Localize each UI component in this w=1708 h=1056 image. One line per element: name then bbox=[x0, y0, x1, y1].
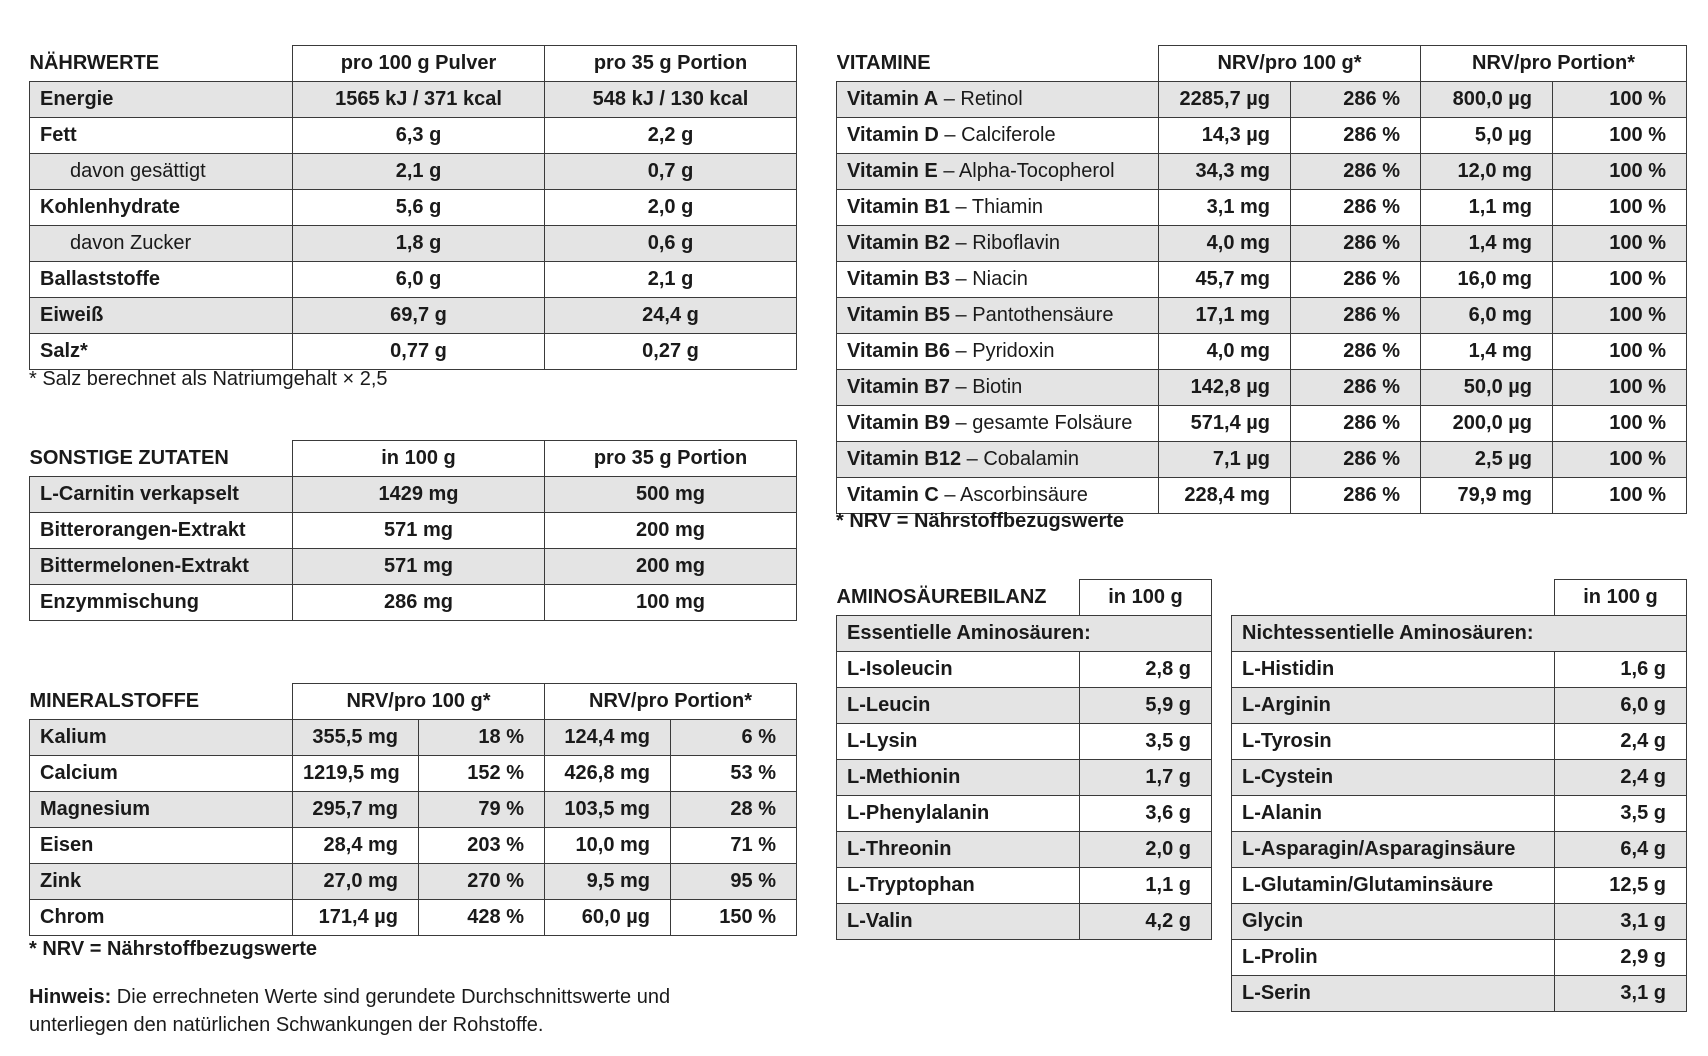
vitamin-name: Vitamin B12 bbox=[847, 448, 962, 470]
row-label bbox=[837, 442, 1159, 478]
table-row bbox=[30, 864, 797, 900]
row-label: L-Carnitin verkapselt bbox=[30, 477, 293, 513]
mineralstoffe-footnote: * NRV = Nährstoffbezugswerte bbox=[29, 938, 318, 960]
row-value: 10,0 mg bbox=[545, 828, 671, 864]
row-value: 800,0 µg bbox=[1421, 82, 1553, 118]
table-row bbox=[837, 868, 1212, 904]
vitamin-desc: – Thiamin bbox=[950, 196, 1044, 218]
table-row bbox=[837, 442, 1687, 478]
row-value: 100 % bbox=[1553, 118, 1687, 154]
table-row bbox=[837, 688, 1212, 724]
row-label bbox=[837, 334, 1159, 370]
vitamin-name: Vitamin C bbox=[847, 484, 939, 506]
row-label: Glycin bbox=[1232, 904, 1555, 940]
table-row bbox=[30, 585, 797, 621]
vitamin-desc: – Pyridoxin bbox=[950, 340, 1055, 362]
row-value: 17,1 mg bbox=[1159, 298, 1291, 334]
row-value: 286 % bbox=[1291, 298, 1421, 334]
vitamin-desc: – Riboflavin bbox=[950, 232, 1061, 254]
row-value: 69,7 g bbox=[293, 298, 545, 334]
row-label: L-Tyrosin bbox=[1232, 724, 1555, 760]
vitamin-desc: – Retinol bbox=[938, 88, 1023, 110]
row-value: 12,5 g bbox=[1555, 868, 1687, 904]
row-value: 24,4 g bbox=[545, 298, 797, 334]
row-value: 1,1 g bbox=[1080, 868, 1212, 904]
table-row bbox=[30, 190, 797, 226]
row-value: 2,4 g bbox=[1555, 724, 1687, 760]
naehrwerte-col1-header: pro 100 g Pulver bbox=[293, 46, 545, 82]
vitamin-desc: – Ascorbinsäure bbox=[938, 484, 1088, 506]
row-value: 171,4 µg bbox=[293, 900, 419, 936]
row-label bbox=[837, 406, 1159, 442]
vitamin-name: Vitamin B5 bbox=[847, 304, 950, 326]
sonstige-col1-header: in 100 g bbox=[293, 441, 545, 477]
row-value: 286 % bbox=[1291, 478, 1421, 514]
row-value: 286 % bbox=[1291, 118, 1421, 154]
row-label: Energie bbox=[30, 82, 293, 118]
row-label bbox=[837, 478, 1159, 514]
row-value: 6,4 g bbox=[1555, 832, 1687, 868]
table-row bbox=[30, 756, 797, 792]
table-row bbox=[30, 900, 797, 936]
row-label: Enzymmischung bbox=[30, 585, 293, 621]
row-value: 9,5 mg bbox=[545, 864, 671, 900]
row-value: 45,7 mg bbox=[1159, 262, 1291, 298]
row-value: 100 % bbox=[1553, 262, 1687, 298]
table-row bbox=[1232, 832, 1687, 868]
row-value: 286 mg bbox=[293, 585, 545, 621]
row-label: L-Methionin bbox=[837, 760, 1080, 796]
row-label: davon Zucker bbox=[30, 226, 293, 262]
nichtessentiell-title-spacer bbox=[1232, 580, 1555, 616]
row-label: Magnesium bbox=[30, 792, 293, 828]
table-row bbox=[837, 190, 1687, 226]
row-value: 228,4 mg bbox=[1159, 478, 1291, 514]
row-value: 0,7 g bbox=[545, 154, 797, 190]
table-row bbox=[837, 370, 1687, 406]
row-label: L-Alanin bbox=[1232, 796, 1555, 832]
vitamin-name: Vitamin B6 bbox=[847, 340, 950, 362]
row-value: 6 % bbox=[671, 720, 797, 756]
row-value: 2,1 g bbox=[293, 154, 545, 190]
mineralstoffe-table bbox=[29, 683, 797, 936]
row-label: Fett bbox=[30, 118, 293, 154]
aminosaeure-title: AMINOSÄUREBILANZ bbox=[836, 585, 1047, 608]
vitamine-col2-header: NRV/pro Portion* bbox=[1421, 46, 1687, 82]
row-value: 2,5 µg bbox=[1421, 442, 1553, 478]
row-value: 100 % bbox=[1553, 406, 1687, 442]
row-value: 355,5 mg bbox=[293, 720, 419, 756]
vitamine-footnote: * NRV = Nährstoffbezugswerte bbox=[836, 510, 1125, 532]
row-value: 100 % bbox=[1553, 226, 1687, 262]
row-label bbox=[837, 190, 1159, 226]
table-row bbox=[837, 82, 1687, 118]
row-label: L-Asparagin/Asparaginsäure bbox=[1232, 832, 1555, 868]
row-value: 12,0 mg bbox=[1421, 154, 1553, 190]
vitamin-desc: – Pantothensäure bbox=[950, 304, 1114, 326]
row-label: L-Valin bbox=[837, 904, 1080, 940]
table-subheader-row bbox=[837, 616, 1212, 652]
row-value: 3,6 g bbox=[1080, 796, 1212, 832]
row-value: 2,4 g bbox=[1555, 760, 1687, 796]
vitamin-name: Vitamin B9 bbox=[847, 412, 950, 434]
row-value: 571 mg bbox=[293, 549, 545, 585]
row-label bbox=[837, 298, 1159, 334]
row-value: 200 mg bbox=[545, 513, 797, 549]
table-row bbox=[30, 118, 797, 154]
row-label: L-Phenylalanin bbox=[837, 796, 1080, 832]
row-label: Bitterorangen-Extrakt bbox=[30, 513, 293, 549]
table-row bbox=[1232, 976, 1687, 1012]
row-value: 6,0 g bbox=[1555, 688, 1687, 724]
table-row bbox=[30, 792, 797, 828]
row-value: 5,0 µg bbox=[1421, 118, 1553, 154]
vitamin-desc: – Calciferole bbox=[938, 124, 1056, 146]
vitamin-name: Vitamin B1 bbox=[847, 196, 950, 218]
row-value: 2,8 g bbox=[1080, 652, 1212, 688]
aminosaeure-essentiell-table bbox=[836, 579, 1212, 940]
table-row bbox=[1232, 688, 1687, 724]
row-value: 0,77 g bbox=[293, 334, 545, 370]
row-label: Chrom bbox=[30, 900, 293, 936]
vitamin-name: Vitamin B2 bbox=[847, 232, 950, 254]
table-row bbox=[1232, 868, 1687, 904]
row-value: 1219,5 mg bbox=[293, 756, 419, 792]
sonstige-title: SONSTIGE ZUTATEN bbox=[29, 446, 229, 469]
row-value: 6,0 g bbox=[293, 262, 545, 298]
row-value: 270 % bbox=[419, 864, 545, 900]
row-label: L-Lysin bbox=[837, 724, 1080, 760]
table-row bbox=[30, 298, 797, 334]
table-row bbox=[1232, 904, 1687, 940]
row-label: davon gesättigt bbox=[30, 154, 293, 190]
row-value: 6,0 mg bbox=[1421, 298, 1553, 334]
vitamin-name: Vitamin B3 bbox=[847, 268, 950, 290]
table-row bbox=[837, 478, 1687, 514]
row-value: 1,6 g bbox=[1555, 652, 1687, 688]
row-value: 100 % bbox=[1553, 298, 1687, 334]
row-label bbox=[837, 82, 1159, 118]
row-value: 1,7 g bbox=[1080, 760, 1212, 796]
row-value: 548 kJ / 130 kcal bbox=[545, 82, 797, 118]
row-label bbox=[837, 262, 1159, 298]
table-row bbox=[837, 652, 1212, 688]
table-row bbox=[30, 720, 797, 756]
table-row bbox=[1232, 940, 1687, 976]
row-value: 95 % bbox=[671, 864, 797, 900]
row-value: 571 mg bbox=[293, 513, 545, 549]
table-row bbox=[837, 724, 1212, 760]
row-value: 286 % bbox=[1291, 370, 1421, 406]
row-value: 28 % bbox=[671, 792, 797, 828]
row-value: 5,9 g bbox=[1080, 688, 1212, 724]
sonstige-zutaten-table bbox=[29, 440, 797, 621]
nichtessentiell-col1-header: in 100 g bbox=[1555, 580, 1687, 616]
row-value: 4,0 mg bbox=[1159, 334, 1291, 370]
vitamin-name: Vitamin D bbox=[847, 124, 939, 146]
naehrwerte-title: NÄHRWERTE bbox=[29, 51, 160, 74]
table-row bbox=[30, 226, 797, 262]
table-row bbox=[1232, 724, 1687, 760]
row-value: 100 % bbox=[1553, 334, 1687, 370]
row-label bbox=[837, 154, 1159, 190]
table-row bbox=[837, 334, 1687, 370]
table-row bbox=[837, 118, 1687, 154]
row-value: 71 % bbox=[671, 828, 797, 864]
vitamine-col1-header: NRV/pro 100 g* bbox=[1159, 46, 1421, 82]
row-value: 50,0 µg bbox=[1421, 370, 1553, 406]
row-value: 60,0 µg bbox=[545, 900, 671, 936]
row-value: 2,1 g bbox=[545, 262, 797, 298]
row-value: 100 % bbox=[1553, 190, 1687, 226]
vitamin-desc: – gesamte Folsäure bbox=[950, 412, 1133, 434]
row-value: 100 % bbox=[1553, 442, 1687, 478]
row-value: 142,8 µg bbox=[1159, 370, 1291, 406]
row-label: Eiweiß bbox=[30, 298, 293, 334]
row-label: Calcium bbox=[30, 756, 293, 792]
row-value: 4,2 g bbox=[1080, 904, 1212, 940]
table-row bbox=[30, 334, 797, 370]
row-value: 2,9 g bbox=[1555, 940, 1687, 976]
row-value: 3,1 g bbox=[1555, 976, 1687, 1012]
table-row bbox=[837, 406, 1687, 442]
row-value: 1,8 g bbox=[293, 226, 545, 262]
aminosaeure-col1-header: in 100 g bbox=[1080, 580, 1212, 616]
row-label: Bittermelonen-Extrakt bbox=[30, 549, 293, 585]
row-value: 428 % bbox=[419, 900, 545, 936]
vitamin-name: Vitamin E bbox=[847, 160, 938, 182]
row-value: 18 % bbox=[419, 720, 545, 756]
row-value: 28,4 mg bbox=[293, 828, 419, 864]
row-value: 286 % bbox=[1291, 190, 1421, 226]
mineralstoffe-col2-header: NRV/pro Portion* bbox=[545, 684, 797, 720]
row-value: 100 % bbox=[1553, 82, 1687, 118]
table-row bbox=[837, 262, 1687, 298]
row-value: 295,7 mg bbox=[293, 792, 419, 828]
table-row bbox=[837, 298, 1687, 334]
row-value: 286 % bbox=[1291, 442, 1421, 478]
row-value: 100 % bbox=[1553, 370, 1687, 406]
vitamin-name: Vitamin A bbox=[847, 88, 939, 110]
row-value: 1,1 mg bbox=[1421, 190, 1553, 226]
row-value: 6,3 g bbox=[293, 118, 545, 154]
table-row bbox=[30, 477, 797, 513]
vitamine-title: VITAMINE bbox=[836, 51, 931, 74]
table-row bbox=[837, 796, 1212, 832]
row-value: 1,4 mg bbox=[1421, 334, 1553, 370]
vitamin-desc: – Niacin bbox=[950, 268, 1028, 290]
vitamin-desc: – Cobalamin bbox=[961, 448, 1079, 470]
row-label: L-Arginin bbox=[1232, 688, 1555, 724]
row-value: 286 % bbox=[1291, 406, 1421, 442]
row-value: 571,4 µg bbox=[1159, 406, 1291, 442]
table-row bbox=[837, 904, 1212, 940]
row-label bbox=[837, 226, 1159, 262]
vitamin-name: Vitamin B7 bbox=[847, 376, 950, 398]
row-value: 3,1 mg bbox=[1159, 190, 1291, 226]
row-value: 3,1 g bbox=[1555, 904, 1687, 940]
row-value: 286 % bbox=[1291, 154, 1421, 190]
row-value: 5,6 g bbox=[293, 190, 545, 226]
row-label: Ballaststoffe bbox=[30, 262, 293, 298]
row-value: 2,0 g bbox=[545, 190, 797, 226]
table-row bbox=[30, 513, 797, 549]
row-value: 100 % bbox=[1553, 478, 1687, 514]
mineralstoffe-title: MINERALSTOFFE bbox=[29, 689, 200, 712]
row-label bbox=[837, 370, 1159, 406]
hinweis-line1: Die errechneten Werte sind gerundete Durchschnittswerte und bbox=[111, 986, 671, 1008]
row-value: 426,8 mg bbox=[545, 756, 671, 792]
row-value: 286 % bbox=[1291, 334, 1421, 370]
row-label: L-Glutamin/Glutaminsäure bbox=[1232, 868, 1555, 904]
row-value: 4,0 mg bbox=[1159, 226, 1291, 262]
row-value: 7,1 µg bbox=[1159, 442, 1291, 478]
row-value: 14,3 µg bbox=[1159, 118, 1291, 154]
row-value: 200,0 µg bbox=[1421, 406, 1553, 442]
vitamin-desc: – Biotin bbox=[950, 376, 1023, 398]
table-row bbox=[1232, 760, 1687, 796]
row-value: 286 % bbox=[1291, 82, 1421, 118]
table-row bbox=[30, 82, 797, 118]
row-label: L-Tryptophan bbox=[837, 868, 1080, 904]
row-value: 2,0 g bbox=[1080, 832, 1212, 868]
row-value: 53 % bbox=[671, 756, 797, 792]
naehrwerte-table bbox=[29, 45, 797, 370]
table-row bbox=[1232, 796, 1687, 832]
row-value: 0,6 g bbox=[545, 226, 797, 262]
nichtessentiell-subheader: Nichtessentielle Aminosäuren: bbox=[1232, 616, 1687, 652]
table-row bbox=[30, 262, 797, 298]
table-row bbox=[837, 226, 1687, 262]
row-value: 124,4 mg bbox=[545, 720, 671, 756]
row-value: 286 % bbox=[1291, 262, 1421, 298]
table-row bbox=[837, 832, 1212, 868]
aminosaeure-nichtessentiell-table bbox=[1231, 579, 1687, 1012]
row-value: 0,27 g bbox=[545, 334, 797, 370]
row-value: 1565 kJ / 371 kcal bbox=[293, 82, 545, 118]
row-value: 100 mg bbox=[545, 585, 797, 621]
row-label: Eisen bbox=[30, 828, 293, 864]
row-label: L-Leucin bbox=[837, 688, 1080, 724]
table-row bbox=[1232, 652, 1687, 688]
row-value: 1,4 mg bbox=[1421, 226, 1553, 262]
row-value: 27,0 mg bbox=[293, 864, 419, 900]
row-value: 34,3 mg bbox=[1159, 154, 1291, 190]
mineralstoffe-col1-header: NRV/pro 100 g* bbox=[293, 684, 545, 720]
row-value: 79 % bbox=[419, 792, 545, 828]
vitamine-table bbox=[836, 45, 1687, 514]
row-value: 152 % bbox=[419, 756, 545, 792]
row-label bbox=[837, 118, 1159, 154]
row-label: Salz* bbox=[30, 334, 293, 370]
row-value: 203 % bbox=[419, 828, 545, 864]
table-row bbox=[837, 760, 1212, 796]
sonstige-col2-header: pro 35 g Portion bbox=[545, 441, 797, 477]
hinweis-label: Hinweis: bbox=[29, 986, 112, 1008]
row-value: 79,9 mg bbox=[1421, 478, 1553, 514]
naehrwerte-col2-header: pro 35 g Portion bbox=[545, 46, 797, 82]
row-value: 150 % bbox=[671, 900, 797, 936]
table-row bbox=[30, 549, 797, 585]
row-value: 3,5 g bbox=[1555, 796, 1687, 832]
row-label: L-Cystein bbox=[1232, 760, 1555, 796]
row-value: 16,0 mg bbox=[1421, 262, 1553, 298]
naehrwerte-footnote: * Salz berechnet als Natriumgehalt × 2,5 bbox=[29, 368, 388, 390]
row-label: L-Threonin bbox=[837, 832, 1080, 868]
row-label: L-Prolin bbox=[1232, 940, 1555, 976]
row-label: Kohlenhydrate bbox=[30, 190, 293, 226]
row-label: Zink bbox=[30, 864, 293, 900]
row-value: 286 % bbox=[1291, 226, 1421, 262]
row-value: 100 % bbox=[1553, 154, 1687, 190]
row-value: 3,5 g bbox=[1080, 724, 1212, 760]
table-row bbox=[837, 154, 1687, 190]
table-row bbox=[30, 828, 797, 864]
row-value: 2285,7 µg bbox=[1159, 82, 1291, 118]
row-value: 200 mg bbox=[545, 549, 797, 585]
row-value: 2,2 g bbox=[545, 118, 797, 154]
hinweis-note bbox=[29, 983, 670, 1039]
row-label: L-Histidin bbox=[1232, 652, 1555, 688]
row-label: L-Serin bbox=[1232, 976, 1555, 1012]
row-value: 1429 mg bbox=[293, 477, 545, 513]
table-subheader-row bbox=[1232, 616, 1687, 652]
row-label: L-Isoleucin bbox=[837, 652, 1080, 688]
row-value: 103,5 mg bbox=[545, 792, 671, 828]
table-row bbox=[30, 154, 797, 190]
row-label: Kalium bbox=[30, 720, 293, 756]
row-value: 500 mg bbox=[545, 477, 797, 513]
essentiell-subheader: Essentielle Aminosäuren: bbox=[837, 616, 1212, 652]
vitamin-desc: – Alpha-Tocopherol bbox=[937, 160, 1115, 182]
hinweis-line2: unterliegen den natürlichen Schwankungen der Rohstoffe. bbox=[29, 1014, 544, 1036]
